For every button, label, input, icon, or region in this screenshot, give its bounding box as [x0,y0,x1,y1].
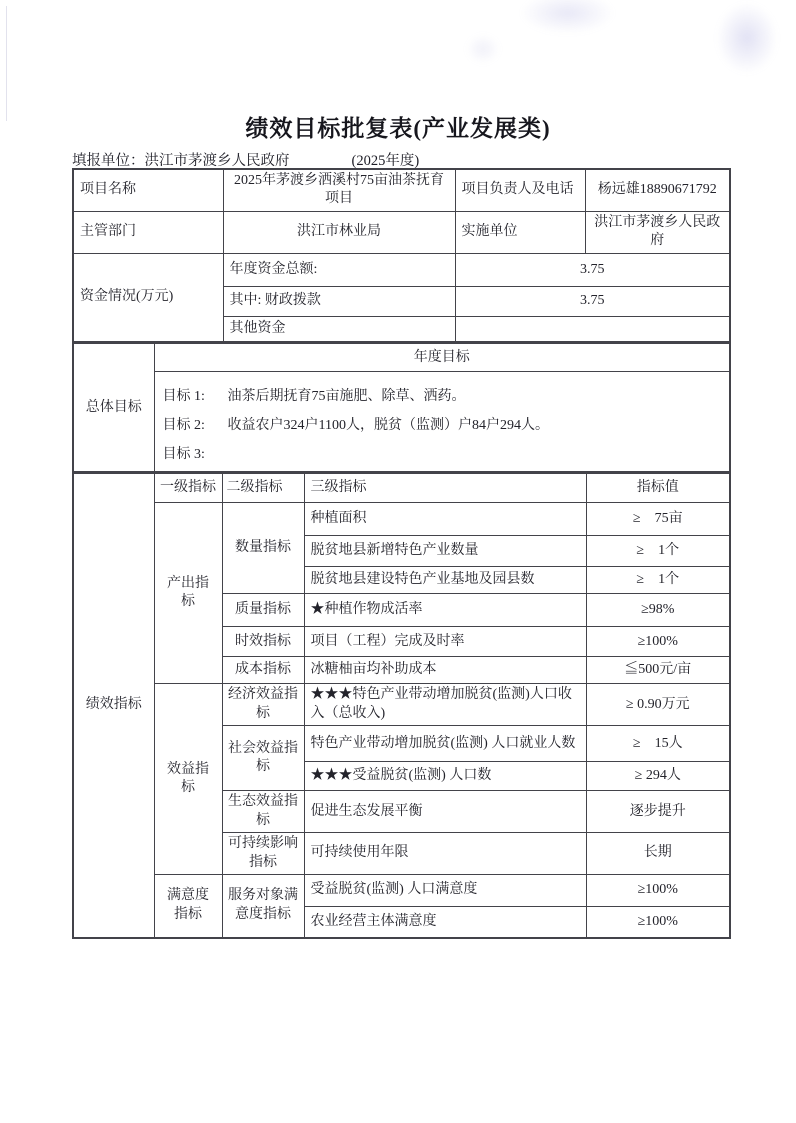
l2-timeliness-indicator: 时效指标 [222,627,304,657]
performance-section-label: 绩效指标 [73,474,154,938]
goal-item [163,411,724,440]
performance-indicator-table [72,473,731,938]
table-row [73,211,730,253]
scan-edge-artifact [6,6,7,121]
funding-total-value: 3.75 [455,253,730,286]
indicator-value: ≥ 15人 [586,726,730,762]
l2-service-satisfaction-indicator: 服务对象满意度指标 [222,875,304,938]
scan-smudge [520,0,615,34]
funding-fiscal-label: 其中: 财政拨款 [223,286,455,316]
impl-unit-value: 洪江市茅渡乡人民政府 [585,211,730,253]
table-row [73,474,730,503]
l3-indicator: 项目（工程）完成及时率 [304,627,586,657]
project-name-label: 项目名称 [73,169,223,211]
goal-item [163,440,724,469]
goal-2-text: 收益农户324户1100人，脱贫（监测）户84户294人。 [227,417,549,433]
indicator-value: ≥ 1个 [586,567,730,594]
indicator-value: ≥100% [586,627,730,657]
impl-unit-label: 实施单位 [455,211,585,253]
l3-indicator: 脱贫地县新增特色产业数量 [304,536,586,567]
indicator-value: ≥100% [586,907,730,938]
l3-indicator: ★★★特色产业带动增加脱贫(监测)人口收入（总收入) [304,684,586,726]
l2-economic-benefit-indicator: 经济效益指标 [222,684,304,726]
l1-benefit-indicator: 效益指标 [154,684,222,875]
l2-cost-indicator: 成本指标 [222,657,304,684]
indicator-value: ≥ 294人 [586,762,730,791]
leader-phone-value: 杨远雄18890671792 [585,169,730,211]
dept-label: 主管部门 [73,211,223,253]
fiscal-year-label: (2025年度) [351,153,420,169]
annual-goal-header: 年度目标 [154,344,730,372]
l2-sustainability-indicator: 可持续影响指标 [222,833,304,875]
filing-unit-line [72,149,419,170]
goal-item [163,382,724,411]
scan-smudge [716,2,778,74]
table-row [73,253,730,286]
table-row [73,344,730,372]
indicator-value: ≥98% [586,594,730,627]
goal-1-label: 目标 1: [162,388,205,404]
goal-1-text: 油茶后期抚育75亩施肥、除草、洒药。 [227,388,466,404]
leader-phone-label: 项目负责人及电话 [455,169,585,211]
table-row [73,503,730,536]
funding-fiscal-value: 3.75 [455,286,730,316]
page-title: 绩效目标批复表(产业发展类) [245,116,551,141]
l3-indicator: 冰糖柚亩均补助成本 [304,657,586,684]
header-level1: 一级指标 [154,474,222,503]
overall-goals-table [72,343,731,473]
indicator-value: ≥ 1个 [586,536,730,567]
indicator-value: ≥100% [586,875,730,907]
goal-3-label: 目标 3: [162,446,205,462]
table-row [73,875,730,907]
indicator-value: 长期 [586,833,730,875]
annual-goal-list [154,372,730,473]
table-row [73,169,730,211]
l3-indicator: ★种植作物成活率 [304,594,586,627]
project-name-value: 2025年茅渡乡洒溪村75亩油茶抚育项目 [223,169,455,211]
l3-indicator: 种植面积 [304,503,586,536]
l2-quality-indicator: 质量指标 [222,594,304,627]
l2-ecological-benefit-indicator: 生态效益指标 [222,791,304,833]
l1-satisfaction-indicator: 满意度指标 [154,875,222,938]
l3-indicator: 促进生态发展平衡 [304,791,586,833]
l3-indicator: 特色产业带动增加脱贫(监测) 人口就业人数 [304,726,586,762]
approval-form [72,168,729,939]
goal-2-label: 目标 2: [162,417,205,433]
indicator-value: ≥ 0.90万元 [586,684,730,726]
table-row [73,372,730,473]
l3-indicator: ★★★受益脱贫(监测) 人口数 [304,762,586,791]
indicator-value: 逐步提升 [586,791,730,833]
funding-total-label: 年度资金总额: [223,253,455,286]
l3-indicator: 脱贫地县建设特色产业基地及园县数 [304,567,586,594]
l1-output-indicator: 产出指标 [154,503,222,684]
l3-indicator: 农业经营主体满意度 [304,907,586,938]
table-row [73,684,730,726]
l2-quantity-indicator: 数量指标 [222,503,304,594]
l3-indicator: 受益脱贫(监测) 人口满意度 [304,875,586,907]
project-info-table [72,168,731,343]
funding-other-value [455,316,730,342]
overall-goal-label: 总体目标 [73,344,154,473]
dept-value: 洪江市林业局 [223,211,455,253]
l2-social-benefit-indicator: 社会效益指标 [222,726,304,791]
funding-section-label: 资金情况(万元) [73,253,223,342]
header-level2: 二级指标 [222,474,304,503]
indicator-value: ≥ 75亩 [586,503,730,536]
scan-smudge [466,34,500,64]
filing-unit-label: 填报单位：洪江市茅渡乡人民政府 [72,153,290,169]
indicator-value: ≦500元/亩 [586,657,730,684]
l3-indicator: 可持续使用年限 [304,833,586,875]
funding-other-label: 其他资金 [223,316,455,342]
header-value: 指标值 [586,474,730,503]
header-level3: 三级指标 [304,474,586,503]
